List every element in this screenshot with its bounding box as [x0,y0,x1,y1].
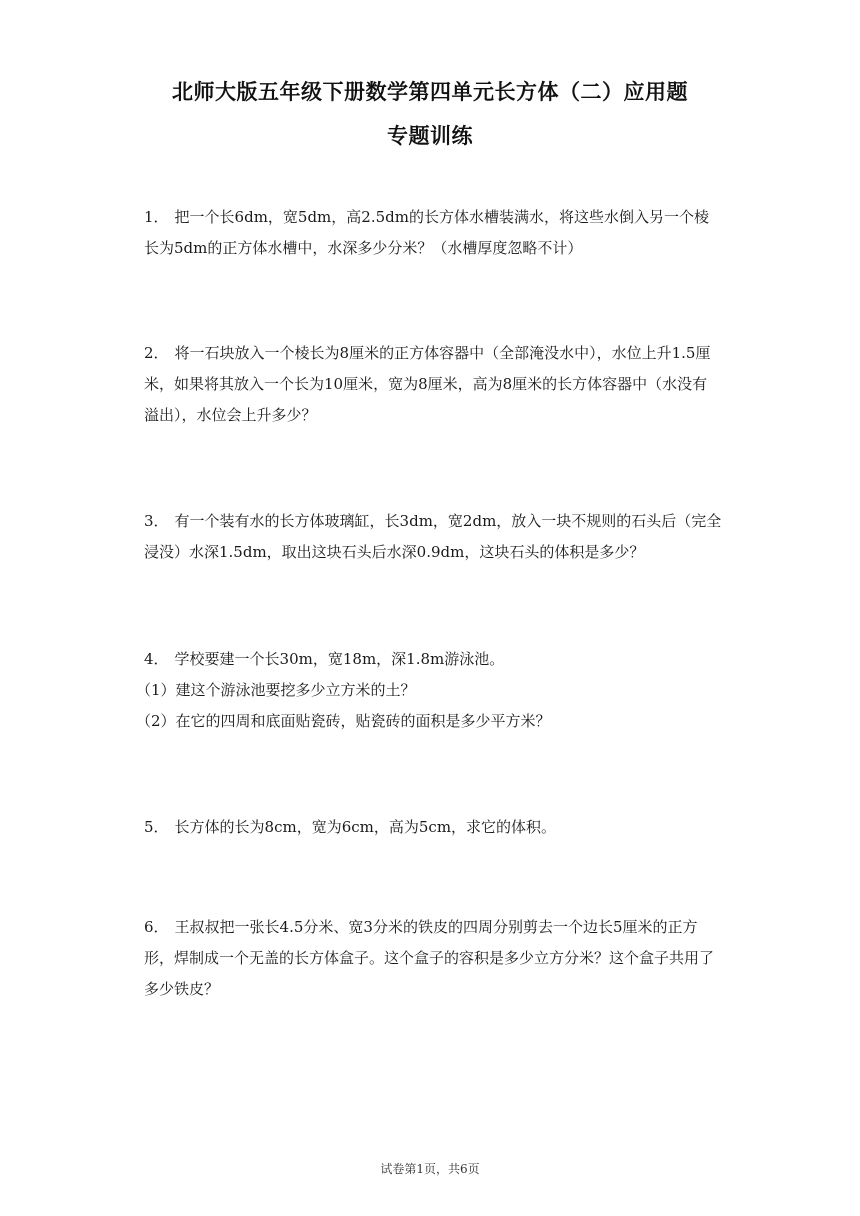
problem-text: 将一石块放入一个棱长为8厘米的正方体容器中（全部淹没水中），水位上升1.5厘米，如果将其放入一个长为10厘米，宽为8厘米，高为8厘米的长方体容器中（水没有溢出），水位会上升多少？ [144,344,711,424]
problem-number: 3． [144,512,169,530]
problem-number: 6． [144,918,169,936]
problem-text: 学校要建一个长30m，宽18m，深1.8m游泳池。 [174,650,505,668]
sub-question-2: （2）在它的四周和底面贴瓷砖，贴瓷砖的面积是多少平方米？ [136,712,551,730]
page-footer: 试卷第1页，共6页 [380,1162,480,1176]
problem-number: 1． [144,208,169,226]
problem-6 [144,912,722,1005]
problem-4 [136,644,722,737]
problem-number: 4． [144,650,169,668]
problem-text: 有一个装有水的长方体玻璃缸，长3dm，宽2dm，放入一块不规则的石头后（完全浸没）水深1.5dm，取出这块石头后水深0.9dm，这块石头的体积是多少？ [144,512,722,561]
problem-5 [144,812,722,843]
problem-text: 王叔叔把一张长4.5分米、宽3分米的铁皮的四周分别剪去一个边长5厘米的正方形，焊制成一个无盖的长方体盒子。这个盒子的容积是多少立方分米？这个盒子共用了多少铁皮？ [144,918,715,998]
problem-text: 长方体的长为8cm，宽为6cm，高为5cm，求它的体积。 [174,818,557,836]
problem-3 [144,506,722,568]
page-subtitle: 专题训练 [387,124,473,148]
problem-2 [144,338,722,431]
problem-1 [144,202,722,264]
problem-text: 把一个长6dm，宽5dm，高2.5dm的长方体水槽装满水，将这些水倒入另一个棱长为5dm的正方体水槽中，水深多少分米？（水槽厚度忽略不计） [144,208,709,257]
problem-number: 2． [144,344,169,362]
problem-number: 5． [144,818,169,836]
sub-question-1: （1）建这个游泳池要挖多少立方米的土？ [136,681,416,699]
page-title: 北师大版五年级下册数学第四单元长方体（二）应用题 [172,80,688,104]
